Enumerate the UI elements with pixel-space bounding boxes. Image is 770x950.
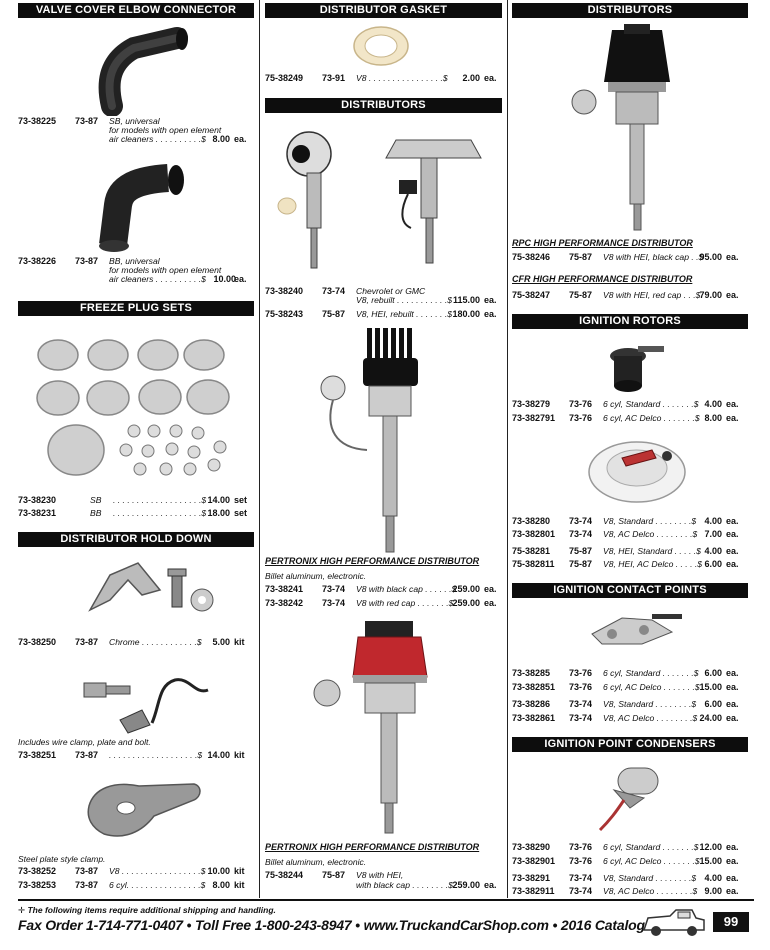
price: 115.00 xyxy=(452,295,480,305)
year-range: 73-74 xyxy=(322,286,346,296)
year-range: 73-74 xyxy=(322,584,346,594)
unit: ea. xyxy=(484,73,497,83)
year-range: 75-87 xyxy=(569,546,593,556)
part-number: 73-382901 xyxy=(512,856,556,866)
year-range: 73-87 xyxy=(75,866,99,876)
shipping-note: ✛ The following items require additional shipping and handling. xyxy=(18,905,276,915)
section-header-condensers: IGNITION POINT CONDENSERS xyxy=(512,737,748,752)
column-1 xyxy=(18,0,254,900)
year-range: 73-76 xyxy=(569,682,593,692)
year-range: 75-87 xyxy=(569,290,593,300)
unit: ea. xyxy=(726,413,739,423)
cfr-title: CFR HIGH PERFORMANCE DISTRIBUTOR xyxy=(512,274,693,284)
description: V8 . . . . . . . . . . . . . . . . .$ xyxy=(109,866,206,876)
unit: ea. xyxy=(726,856,739,866)
unit: ea. xyxy=(484,598,497,608)
description: 6 cyl, AC Delco . . . . . . .$ xyxy=(603,682,700,692)
column-divider xyxy=(507,0,508,898)
column-divider xyxy=(259,0,260,898)
unit: ea. xyxy=(484,309,497,319)
description: 6 cyl. . . . . . . . . . . . . . . .$ xyxy=(109,880,206,890)
year-range: 75-87 xyxy=(569,559,593,569)
price: 2.00 xyxy=(462,73,480,83)
unit: ea. xyxy=(484,295,497,305)
description: V8, HEI, rebuilt . . . . . . .$ xyxy=(356,309,452,319)
price: 9.00 xyxy=(704,886,722,896)
freeze-plug-image xyxy=(36,335,251,485)
unit: ea. xyxy=(726,699,739,709)
price: 6.00 xyxy=(704,559,722,569)
year-range: 73-87 xyxy=(75,637,99,647)
rpc-title: RPC HIGH PERFORMANCE DISTRIBUTOR xyxy=(512,238,693,248)
price: 15.00 xyxy=(699,682,722,692)
description: V8, Standard . . . . . . . .$ xyxy=(603,516,697,526)
description: Chevrolet or GMC xyxy=(356,286,426,296)
price: 4.00 xyxy=(704,546,722,556)
part-number: 73-38290 xyxy=(512,842,551,852)
year-range: 73-76 xyxy=(569,399,593,409)
price: 8.00 xyxy=(212,134,230,144)
description: BB, universal xyxy=(109,256,160,266)
rotor-v8-image xyxy=(582,428,692,508)
section-header-valve-cover: VALVE COVER ELBOW CONNECTOR xyxy=(18,3,254,18)
pertronix-title: PERTRONIX HIGH PERFORMANCE DISTRIBUTOR xyxy=(265,556,480,566)
year-range: 73-74 xyxy=(569,873,593,883)
part-number: 73-38230 xyxy=(18,495,57,505)
description: SB xyxy=(90,495,102,505)
part-number: 73-38242 xyxy=(265,598,304,608)
unit: kit xyxy=(234,637,245,647)
price: 8.00 xyxy=(212,880,230,890)
plus-icon: ✛ xyxy=(18,905,28,915)
description: V8 with HEI, red cap . . .$ xyxy=(603,290,701,300)
year-range: 75-87 xyxy=(569,252,593,262)
section-header-hold-down: DISTRIBUTOR HOLD DOWN xyxy=(18,532,254,547)
part-number: 73-38291 xyxy=(512,873,551,883)
description: 6 cyl, Standard . . . . . . .$ xyxy=(603,399,699,409)
condenser-image xyxy=(594,760,674,835)
unit: ea. xyxy=(726,559,739,569)
unit: ea. xyxy=(726,713,739,723)
unit: set xyxy=(234,495,248,505)
year-range: 73-76 xyxy=(569,668,593,678)
year-range: 73-74 xyxy=(569,699,593,709)
price: 10.00 xyxy=(207,866,230,876)
price: 14.00 xyxy=(207,750,230,760)
description: V8, HEI, AC Delco . . . . .$ xyxy=(603,559,703,569)
price: 4.00 xyxy=(704,873,722,883)
price: 259.00 xyxy=(452,598,480,608)
unit: ea. xyxy=(234,274,247,284)
part-number: 73-38285 xyxy=(512,668,551,678)
price: 6.00 xyxy=(704,668,722,678)
price: 7.00 xyxy=(704,529,722,539)
part-number: 75-382811 xyxy=(512,559,555,569)
column-2 xyxy=(265,0,502,900)
year-range: 75-87 xyxy=(322,870,346,880)
section-header-contact-points: IGNITION CONTACT POINTS xyxy=(512,583,748,598)
description: V8, AC Delco . . . . . . . .$ xyxy=(603,886,698,896)
part-number: 75-38244 xyxy=(265,870,304,880)
rebuilt-distributors-image xyxy=(271,118,501,278)
part-number: 73-38231 xyxy=(18,508,57,518)
year-range: 73-74 xyxy=(569,713,593,723)
description: V8 . . . . . . . . . . . . . . . .$ xyxy=(356,73,448,83)
year-range: 73-74 xyxy=(322,598,346,608)
unit: ea. xyxy=(726,842,739,852)
unit: ea. xyxy=(726,682,739,692)
price: 15.00 xyxy=(699,856,722,866)
part-number: 75-38247 xyxy=(512,290,551,300)
hold-down-chrome-image xyxy=(80,555,230,630)
part-number: 73-38241 xyxy=(265,584,304,594)
description: V8, Standard . . . . . . . .$ xyxy=(603,873,697,883)
description: for models with open element xyxy=(109,125,222,135)
part-number: 73-38250 xyxy=(18,637,57,647)
price: 6.00 xyxy=(704,699,722,709)
unit: kit xyxy=(234,866,245,876)
description: air cleaners . . . . . . . . . .$ xyxy=(109,134,206,144)
dot-leader: . . . . . . . . . . . . . . . . . . .$ xyxy=(113,495,207,505)
section-header-distributors: DISTRIBUTORS xyxy=(512,3,748,18)
section-header-ignition-rotors: IGNITION ROTORS xyxy=(512,314,748,329)
description: V8, rebuilt . . . . . . . . . . .$ xyxy=(356,295,452,305)
unit: ea. xyxy=(726,668,739,678)
unit: ea. xyxy=(726,873,739,883)
unit: ea. xyxy=(726,290,739,300)
unit: ea. xyxy=(726,886,739,896)
clamp-note: Steel plate style clamp. xyxy=(18,854,106,864)
pertronix-note: Billet aluminum, electronic. xyxy=(265,857,367,867)
unit: ea. xyxy=(726,252,739,262)
part-number: 73-382791 xyxy=(512,413,556,423)
unit: ea. xyxy=(726,399,739,409)
part-number: 75-38281 xyxy=(512,546,551,556)
price: 10.00 xyxy=(213,274,236,284)
price: 12.00 xyxy=(699,842,722,852)
dot-leader: . . . . . . . . . . . . . . . . . . .$ xyxy=(109,750,203,760)
unit: ea. xyxy=(484,584,497,594)
section-header-gasket: DISTRIBUTOR GASKET xyxy=(265,3,502,18)
pertronix-title: PERTRONIX HIGH PERFORMANCE DISTRIBUTOR xyxy=(265,842,480,852)
price: 95.00 xyxy=(699,252,722,262)
price: 259.00 xyxy=(452,880,480,890)
gasket-image xyxy=(351,24,411,68)
year-range: 73-76 xyxy=(569,842,593,852)
description: 6 cyl, Standard . . . . . . .$ xyxy=(603,842,699,852)
price: 8.00 xyxy=(704,413,722,423)
price: 180.00 xyxy=(452,309,480,319)
part-number: 73-38252 xyxy=(18,866,57,876)
description: 6 cyl, Standard . . . . . . .$ xyxy=(603,668,699,678)
page-number: 99 xyxy=(713,912,749,932)
pertronix-black-cap-image xyxy=(305,328,475,556)
price: 14.00 xyxy=(207,495,230,505)
description: V8, HEI, Standard . . . . .$ xyxy=(603,546,701,556)
pertronix-red-cap-image xyxy=(303,617,473,837)
part-number: 73-38225 xyxy=(18,116,57,126)
description: 6 cyl, AC Delco . . . . . . .$ xyxy=(603,856,700,866)
section-header-distributors: DISTRIBUTORS xyxy=(265,98,502,113)
unit: kit xyxy=(234,750,245,760)
year-range: 73-76 xyxy=(569,413,593,423)
part-number: 73-38280 xyxy=(512,516,551,526)
price: 18.00 xyxy=(207,508,230,518)
truck-icon xyxy=(640,906,708,938)
rotor-6cyl-image xyxy=(600,336,670,396)
description: with black cap . . . . . . . .$ xyxy=(356,880,453,890)
description: V8, Standard . . . . . . . .$ xyxy=(603,699,697,709)
description: V8, AC Delco . . . . . . . .$ xyxy=(603,713,698,723)
description: BB xyxy=(90,508,102,518)
part-number: 73-382911 xyxy=(512,886,555,896)
unit: kit xyxy=(234,880,245,890)
description: V8 with black cap . . . . . .$ xyxy=(356,584,457,594)
pertronix-note: Billet aluminum, electronic. xyxy=(265,571,367,581)
year-range: 73-74 xyxy=(569,516,593,526)
year-range: 73-87 xyxy=(75,116,99,126)
elbow-connector-bb-image xyxy=(88,160,193,255)
contact-line: Fax Order 1-714-771-0407 • Toll Free 1-800-243-8947 • www.TruckandCarShop.com • 2016 Catalog xyxy=(18,917,645,933)
steel-clamp-image xyxy=(84,776,214,846)
year-range: 73-87 xyxy=(75,880,99,890)
unit: ea. xyxy=(234,134,247,144)
section-header-freeze-plug: FREEZE PLUG SETS xyxy=(18,301,254,316)
year-range: 73-76 xyxy=(569,856,593,866)
part-number: 73-382851 xyxy=(512,682,556,692)
description: 6 cyl, AC Delco . . . . . . .$ xyxy=(603,413,700,423)
part-number: 73-38251 xyxy=(18,750,57,760)
dot-leader: . . . . . . . . . . . . . . . . . . .$ xyxy=(113,508,207,518)
year-range: 73-91 xyxy=(322,73,346,83)
description: for models with open element xyxy=(109,265,222,275)
part-number: 73-38240 xyxy=(265,286,304,296)
unit: ea. xyxy=(726,516,739,526)
contact-points-image xyxy=(582,604,692,654)
column-3 xyxy=(512,0,748,900)
description: SB, universal xyxy=(109,116,160,126)
price: 79.00 xyxy=(699,290,722,300)
price: 5.00 xyxy=(212,637,230,647)
unit: ea. xyxy=(726,529,739,539)
part-number: 75-38246 xyxy=(512,252,551,262)
description: V8 with red cap . . . . . . .$ xyxy=(356,598,454,608)
year-range: 73-87 xyxy=(75,256,99,266)
unit: ea. xyxy=(726,546,739,556)
description: V8 with HEI, black cap . .$ xyxy=(603,252,704,262)
price: 4.00 xyxy=(704,516,722,526)
part-number: 73-38286 xyxy=(512,699,551,709)
footer-rule xyxy=(18,899,754,901)
year-range: 73-74 xyxy=(569,529,593,539)
description: air cleaners . . . . . . . . . .$ xyxy=(109,274,206,284)
part-number: 75-38243 xyxy=(265,309,304,319)
year-range: 73-87 xyxy=(75,750,99,760)
description: Chrome . . . . . . . . . . . .$ xyxy=(109,637,202,647)
part-number: 75-38249 xyxy=(265,73,304,83)
part-number: 73-382861 xyxy=(512,713,556,723)
description: V8 with HEI, xyxy=(356,870,404,880)
part-number: 73-38226 xyxy=(18,256,57,266)
year-range: 73-74 xyxy=(569,886,593,896)
price: 259.00 xyxy=(452,584,480,594)
part-number: 73-38279 xyxy=(512,399,551,409)
part-number: 73-382801 xyxy=(512,529,556,539)
price: 24.00 xyxy=(699,713,722,723)
description: V8, AC Delco . . . . . . . .$ xyxy=(603,529,698,539)
unit: set xyxy=(234,508,248,518)
year-range: 75-87 xyxy=(322,309,346,319)
hold-down-note: Includes wire clamp, plate and bolt. xyxy=(18,737,151,747)
hold-down-clamp-image xyxy=(80,665,230,735)
unit: ea. xyxy=(484,880,497,890)
part-number: 73-38253 xyxy=(18,880,57,890)
rpc-distributor-image xyxy=(554,22,714,232)
elbow-connector-image xyxy=(82,26,197,116)
price: 4.00 xyxy=(704,399,722,409)
